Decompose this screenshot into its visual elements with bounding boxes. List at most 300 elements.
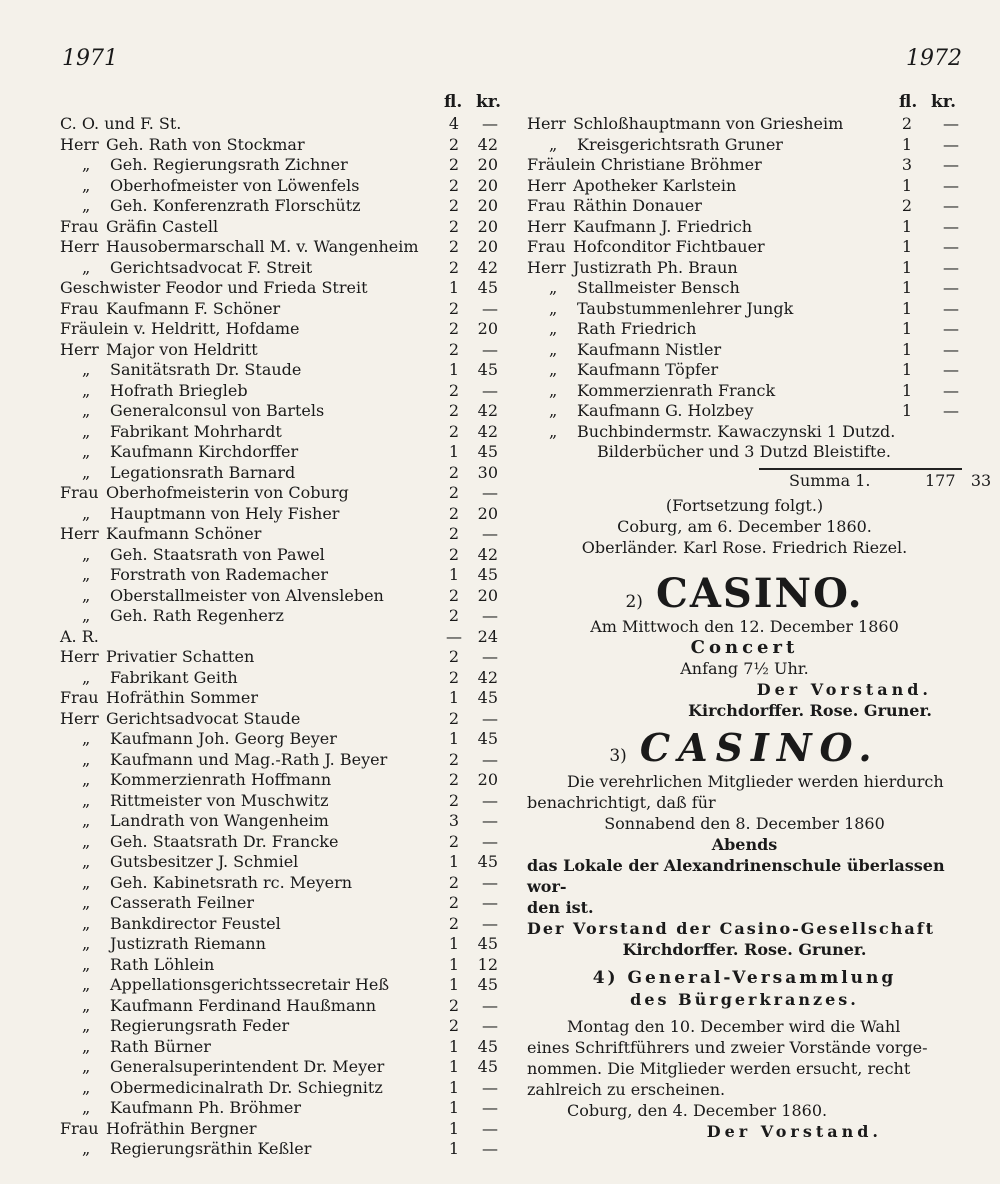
donor-name: Privatier Schatten <box>106 647 255 666</box>
donation-row <box>527 258 962 279</box>
amount-fl: 1 <box>448 954 460 974</box>
salutation: „ <box>82 852 91 871</box>
amount-fl: 2 <box>448 872 460 892</box>
salutation: „ <box>82 1016 91 1035</box>
left-donation-column <box>60 92 505 1160</box>
salutation: „ <box>82 811 91 830</box>
donor-name: Hofräthin Sommer <box>106 688 258 707</box>
amount-fl: 4 <box>448 114 460 133</box>
amount-kr: 45 <box>477 278 498 297</box>
amount-fl: 2 <box>448 749 460 769</box>
salutation: „ <box>82 462 91 482</box>
salutation: Frau <box>60 298 99 318</box>
donation-row <box>60 770 505 791</box>
donation-row <box>527 135 962 156</box>
donor-name: Geh. Rath Regenherz <box>110 606 284 625</box>
amount-kr: — <box>943 134 959 154</box>
left-column-header <box>60 92 505 114</box>
donation-row <box>60 1037 505 1058</box>
donor-name: Hofrath Briegleb <box>110 380 248 400</box>
amount-kr: — <box>482 872 498 892</box>
salutation: „ <box>82 749 91 769</box>
donation-row <box>60 401 505 422</box>
donor-name: Regierungsrath Feder <box>110 1016 290 1035</box>
amount-fl: 1 <box>901 278 913 297</box>
amount-fl: 2 <box>448 647 460 666</box>
salutation: „ <box>82 175 91 195</box>
section-4 <box>527 968 962 1142</box>
amount-fl: 2 <box>901 114 913 133</box>
amount-fl: 2 <box>448 524 460 543</box>
amount-fl: 1 <box>448 852 460 871</box>
donation-row <box>60 483 505 504</box>
donor-name: Geh. Konferenzrath Florschütz <box>110 196 361 215</box>
donor-name: Rittmeister von Muschwitz <box>110 790 329 810</box>
donation-row <box>60 360 505 381</box>
salutation: Frau <box>60 1118 99 1138</box>
salutation: „ <box>549 421 558 441</box>
amount-kr: — <box>482 1098 498 1117</box>
salutation: „ <box>82 155 91 174</box>
donation-row <box>60 586 505 607</box>
donation-row <box>60 135 505 156</box>
donor-name: Kaufmann Ferdinand Haußmann <box>110 995 377 1015</box>
amount-kr: — <box>482 380 498 400</box>
amount-kr: — <box>482 749 498 769</box>
donation-row <box>60 504 505 525</box>
salutation: „ <box>82 1139 91 1158</box>
amount-fl: 1 <box>901 257 913 277</box>
amount-fl: 2 <box>448 831 460 851</box>
amount-fl: 2 <box>448 995 460 1015</box>
amount-fl: 2 <box>448 913 460 933</box>
amount-fl: 1 <box>448 934 460 953</box>
donation-row <box>60 791 505 812</box>
donation-row <box>60 176 505 197</box>
donation-row <box>60 606 505 627</box>
amount-kr: 45 <box>477 1036 498 1056</box>
amount-fl: 2 <box>448 544 460 564</box>
donation-row <box>60 873 505 894</box>
donation-row <box>527 319 962 340</box>
donation-row <box>60 114 505 135</box>
donor-name: C. O. und F. St. <box>60 114 182 133</box>
donation-row <box>60 709 505 730</box>
donation-row <box>60 1016 505 1037</box>
amount-fl: 1 <box>448 1139 460 1158</box>
amount-fl: 3 <box>901 155 913 174</box>
donation-row <box>60 647 505 668</box>
donor-name: Geh. Staatsrath Dr. Francke <box>110 831 339 851</box>
amount-fl: 2 <box>448 216 460 236</box>
donor-name: Geh. Regierungsrath Zichner <box>110 155 348 174</box>
donor-name: Rath Löhlein <box>110 954 215 974</box>
amount-fl: 1 <box>448 975 460 994</box>
kr-header: kr. <box>476 92 502 112</box>
amount-fl: 2 <box>448 893 460 912</box>
salutation: Herr <box>60 339 99 359</box>
amount-fl: 1 <box>901 134 913 154</box>
notice-text: den ist. <box>527 897 594 917</box>
amount-kr: — <box>482 1016 498 1035</box>
salutation: „ <box>549 134 558 154</box>
amount-kr: 20 <box>477 237 498 256</box>
salutation: „ <box>82 770 91 789</box>
salutation: „ <box>82 257 91 277</box>
evening-label: Abends <box>711 834 778 854</box>
donor-name: Geh. Staatsrath von Pawel <box>110 544 325 564</box>
amount-kr: — <box>943 401 959 420</box>
amount-kr: — <box>943 216 959 236</box>
donor-name: Gutsbesitzer J. Schmiel <box>110 852 299 871</box>
casino-title: CASINO. <box>639 724 880 770</box>
donor-name: Gerichtsadvocat F. Streit <box>110 257 313 277</box>
amount-fl: 2 <box>448 790 460 810</box>
salutation: „ <box>549 339 558 359</box>
amount-fl: 2 <box>448 298 460 318</box>
section-2 <box>527 569 962 721</box>
salutation: Herr <box>527 216 566 236</box>
amount-fl: 1 <box>901 216 913 236</box>
amount-kr: 20 <box>477 503 498 523</box>
donor-name: Kaufmann Töpfer <box>577 360 719 379</box>
donor-name: Räthin Donauer <box>573 196 702 215</box>
donor-name: Kaufmann Kirchdorffer <box>110 442 299 461</box>
donation-row <box>60 955 505 976</box>
assembly-subheading: des Bürgerkranzes. <box>630 989 859 1009</box>
amount-fl: 1 <box>448 1057 460 1076</box>
amount-fl: 2 <box>448 134 460 154</box>
amount-kr: 45 <box>477 729 498 748</box>
donor-name: Oberhofmeisterin von Coburg <box>106 483 349 502</box>
salutation: „ <box>82 606 91 625</box>
donation-row <box>60 893 505 914</box>
amount-fl: — <box>446 626 462 646</box>
donation-row <box>527 196 962 217</box>
donor-name: Fräulein v. Heldritt, Hofdame <box>60 319 300 338</box>
donation-row <box>60 975 505 996</box>
donor-name: Kaufmann und Mag.-Rath J. Beyer <box>110 749 388 769</box>
donor-name: Kaufmann J. Friedrich <box>573 216 753 236</box>
amount-kr: 45 <box>477 442 498 461</box>
salutation: „ <box>82 401 91 420</box>
salutation: „ <box>82 1057 91 1076</box>
donor-name: Geschwister Feodor und Frieda Streit <box>60 278 368 297</box>
donation-row <box>60 237 505 258</box>
salutation: „ <box>82 544 91 564</box>
amount-fl: 1 <box>448 1118 460 1138</box>
donor-name: Stallmeister Bensch <box>577 278 740 297</box>
donation-row <box>527 237 962 258</box>
donation-row <box>60 463 505 484</box>
donation-row <box>60 381 505 402</box>
donation-row <box>527 360 962 381</box>
donor-name: Forstrath von Rademacher <box>110 565 328 584</box>
page-number-right: 1972 <box>906 46 962 71</box>
page-number-left: 1971 <box>62 46 118 71</box>
amount-kr: 45 <box>477 565 498 584</box>
salutation: Frau <box>60 483 99 502</box>
donor-name: Oberhofmeister von Löwenfels <box>110 175 360 195</box>
salutation: „ <box>82 585 91 605</box>
donation-row <box>60 729 505 750</box>
amount-kr: 42 <box>477 257 498 277</box>
salutation: Frau <box>60 216 99 236</box>
salutation: „ <box>82 380 91 400</box>
salutation: Herr <box>60 647 99 666</box>
salutation: „ <box>82 954 91 974</box>
donor-name: Major von Heldritt <box>106 339 258 359</box>
donation-row <box>60 319 505 340</box>
amount-fl: 2 <box>448 585 460 605</box>
amount-kr: 30 <box>477 462 498 482</box>
amount-kr: — <box>482 893 498 912</box>
amount-fl: 2 <box>448 237 460 256</box>
amount-kr: — <box>943 339 959 359</box>
donation-row <box>527 114 962 135</box>
assembly-text: Montag den 10. December wird die Wahl <box>567 1016 901 1036</box>
donation-row <box>60 1119 505 1140</box>
salutation: „ <box>82 360 91 379</box>
salutation: „ <box>549 401 558 420</box>
event-date: Sonnabend den 8. December 1860 <box>604 813 885 833</box>
amount-kr: — <box>482 298 498 318</box>
donor-name: Gerichtsadvocat Staude <box>106 708 301 728</box>
amount-fl: 1 <box>901 380 913 400</box>
salutation: Herr <box>60 524 99 543</box>
amount-kr: — <box>943 360 959 379</box>
amount-fl: 1 <box>448 1077 460 1097</box>
amount-fl: 1 <box>448 278 460 297</box>
donor-name: Schloßhauptmann von Griesheim <box>573 114 844 133</box>
amount-fl: 2 <box>448 175 460 195</box>
donation-row <box>60 832 505 853</box>
donor-name: Casserath Feilner <box>110 893 255 912</box>
amount-kr: — <box>943 298 959 318</box>
salutation: Herr <box>60 237 99 256</box>
amount-fl: 2 <box>448 196 460 215</box>
notice-text: das Lokale der Alexandrinenschule überlassen wor- <box>527 855 945 896</box>
amount-fl: 2 <box>448 770 460 789</box>
board-signature: Der Vorstand. <box>756 679 932 699</box>
donor-name: Hofconditor Fichtbauer <box>573 237 765 256</box>
amount-kr: — <box>943 196 959 215</box>
board-signature: Der Vorstand der Casino-Gesellschaft <box>527 918 935 938</box>
amount-fl: 3 <box>448 811 460 830</box>
salutation: „ <box>82 934 91 953</box>
salutation: „ <box>82 565 91 584</box>
donor-name: Kaufmann Ph. Bröhmer <box>110 1098 301 1117</box>
amount-fl: 2 <box>448 319 460 338</box>
amount-kr: 42 <box>477 667 498 687</box>
amount-kr: 20 <box>477 196 498 215</box>
donor-name: Gräfin Castell <box>106 216 219 236</box>
amount-fl: 2 <box>448 421 460 441</box>
amount-kr: 20 <box>477 216 498 236</box>
donor-name: Landrath von Wangenheim <box>110 811 329 830</box>
amount-fl: 2 <box>448 339 460 359</box>
amount-kr: 42 <box>477 134 498 154</box>
donor-name: Kaufmann F. Schöner <box>106 298 281 318</box>
donor-name: Rath Bürner <box>110 1036 211 1056</box>
salutation: „ <box>549 319 558 338</box>
donor-name: Buchbindermstr. Kawaczynski 1 Dutzd. <box>577 421 896 441</box>
salutation: Frau <box>527 237 566 256</box>
summa-row <box>527 465 992 491</box>
salutation: „ <box>82 995 91 1015</box>
donor-name: Geh. Kabinetsrath rc. Meyern <box>110 872 353 892</box>
salutation: Frau <box>527 196 566 215</box>
donor-name: Generalsuperintendent Dr. Meyer <box>110 1057 385 1076</box>
amount-kr: — <box>943 155 959 174</box>
donor-name: Kaufmann Schöner <box>106 524 262 543</box>
salutation: Herr <box>527 114 566 133</box>
amount-kr: — <box>482 831 498 851</box>
amount-fl: 1 <box>448 442 460 461</box>
amount-kr: — <box>943 278 959 297</box>
donation-row <box>60 565 505 586</box>
amount-kr: — <box>482 339 498 359</box>
salutation: „ <box>82 872 91 892</box>
continued-entry: Bilderbücher und 3 Dutzd Bleistifte. <box>597 442 892 461</box>
donor-name: Kaufmann G. Holzbey <box>577 401 754 420</box>
amount-kr: 20 <box>477 175 498 195</box>
amount-fl: 1 <box>901 401 913 420</box>
donor-name: Legationsrath Barnard <box>110 462 296 482</box>
donation-row <box>60 1098 505 1119</box>
casino-title: CASINO. <box>656 569 864 617</box>
amount-fl: 2 <box>448 257 460 277</box>
amount-fl: 2 <box>448 667 460 687</box>
donor-name: Kreisgerichtsrath Gruner <box>577 134 783 154</box>
donor-name: Justizrath Riemann <box>110 934 266 953</box>
salutation: „ <box>549 380 558 400</box>
amount-kr: — <box>943 380 959 400</box>
notice-text: Die verehrlichen Mitglieder werden hierdurch <box>567 771 944 791</box>
left-entry-list <box>60 114 505 1160</box>
amount-kr: 42 <box>477 401 498 420</box>
summa-rule <box>759 468 962 470</box>
fl-header: fl. <box>899 92 918 112</box>
assembly-text: eines Schriftführers und zweier Vorstände vorge- <box>527 1037 928 1057</box>
salutation: „ <box>82 196 91 215</box>
donor-name: Bankdirector Feustel <box>110 913 281 933</box>
amount-kr: — <box>482 1118 498 1138</box>
donor-name: Oberstallmeister von Alvensleben <box>110 585 384 605</box>
salutation: Frau <box>60 688 99 707</box>
donor-name: Kommerzienrath Hoffmann <box>110 770 332 789</box>
donor-name: Obermedicinalrath Dr. Schiegnitz <box>110 1077 383 1097</box>
amount-kr: — <box>482 524 498 543</box>
amount-kr: — <box>482 811 498 830</box>
amount-kr: — <box>482 1077 498 1097</box>
donation-row <box>60 750 505 771</box>
board-names: Kirchdorffer. Rose. Gruner. <box>622 939 867 959</box>
donor-name: Kaufmann Nistler <box>577 339 722 359</box>
amount-fl: 1 <box>448 565 460 584</box>
donor-name: Justizrath Ph. Braun <box>573 257 738 277</box>
donor-name: Taubstummenlehrer Jungk <box>577 298 794 318</box>
donor-name: Regierungsräthin Keßler <box>110 1139 312 1158</box>
donation-row <box>60 934 505 955</box>
donation-row <box>527 381 962 402</box>
section-1 <box>527 495 962 558</box>
amount-fl: 2 <box>448 155 460 174</box>
donation-row <box>60 524 505 545</box>
right-entry-list <box>527 114 962 442</box>
board-names: Kirchdorffer. Rose. Gruner. <box>688 700 932 720</box>
salutation: „ <box>82 729 91 748</box>
amount-kr: 20 <box>477 585 498 605</box>
salutation: „ <box>82 442 91 461</box>
salutation: „ <box>82 667 91 687</box>
amount-kr: 42 <box>477 544 498 564</box>
kr-header: kr. <box>931 92 957 112</box>
donation-row <box>60 852 505 873</box>
amount-kr: 20 <box>477 155 498 174</box>
donor-name: Fräulein Christiane Bröhmer <box>527 155 762 174</box>
amount-kr: 45 <box>477 360 498 379</box>
salutation: „ <box>82 421 91 441</box>
amount-kr: — <box>943 114 959 133</box>
amount-kr: — <box>482 647 498 666</box>
donor-name: Apotheker Karlstein <box>573 175 737 195</box>
concert-heading: Concert <box>690 636 799 658</box>
right-donation-column <box>527 92 992 1142</box>
amount-kr: — <box>482 1139 498 1158</box>
amount-kr: 45 <box>477 688 498 707</box>
amount-kr: 20 <box>477 770 498 789</box>
donation-row <box>527 340 962 361</box>
donation-row <box>527 299 962 320</box>
amount-fl: 1 <box>448 1036 460 1056</box>
donation-row <box>60 258 505 279</box>
amount-fl: 2 <box>448 708 460 728</box>
amount-kr: 20 <box>477 319 498 338</box>
donor-name: Fabrikant Mohrhardt <box>110 421 282 441</box>
amount-kr: 12 <box>477 954 498 974</box>
signatories: Oberländer. Karl Rose. Friedrich Riezel. <box>581 537 908 557</box>
amount-fl: 2 <box>448 401 460 420</box>
board-signature: Der Vorstand. <box>706 1121 882 1141</box>
salutation: Herr <box>527 257 566 277</box>
amount-kr: — <box>482 606 498 625</box>
donation-row <box>527 155 962 176</box>
amount-kr: 45 <box>477 852 498 871</box>
place-date: Coburg, am 6. December 1860. <box>617 516 872 536</box>
donation-row <box>60 914 505 935</box>
section-number: 2) <box>625 591 643 612</box>
donation-row <box>527 401 962 422</box>
donation-row <box>527 422 962 443</box>
amount-kr: — <box>943 319 959 338</box>
amount-kr: 45 <box>477 1057 498 1076</box>
donor-name: Kommerzienrath Franck <box>577 380 776 400</box>
section-3 <box>527 725 962 960</box>
donation-row <box>60 1078 505 1099</box>
section-number: 3) <box>609 745 627 766</box>
summa-value <box>925 470 992 490</box>
amount-fl: 2 <box>448 1016 460 1035</box>
amount-fl: 1 <box>448 1098 460 1117</box>
donation-row <box>60 217 505 238</box>
donor-name: Hofräthin Bergner <box>106 1118 257 1138</box>
donation-row <box>527 278 962 299</box>
donation-row <box>60 688 505 709</box>
salutation: „ <box>82 790 91 810</box>
amount-fl: 1 <box>901 319 913 338</box>
donation-row <box>60 1139 505 1160</box>
